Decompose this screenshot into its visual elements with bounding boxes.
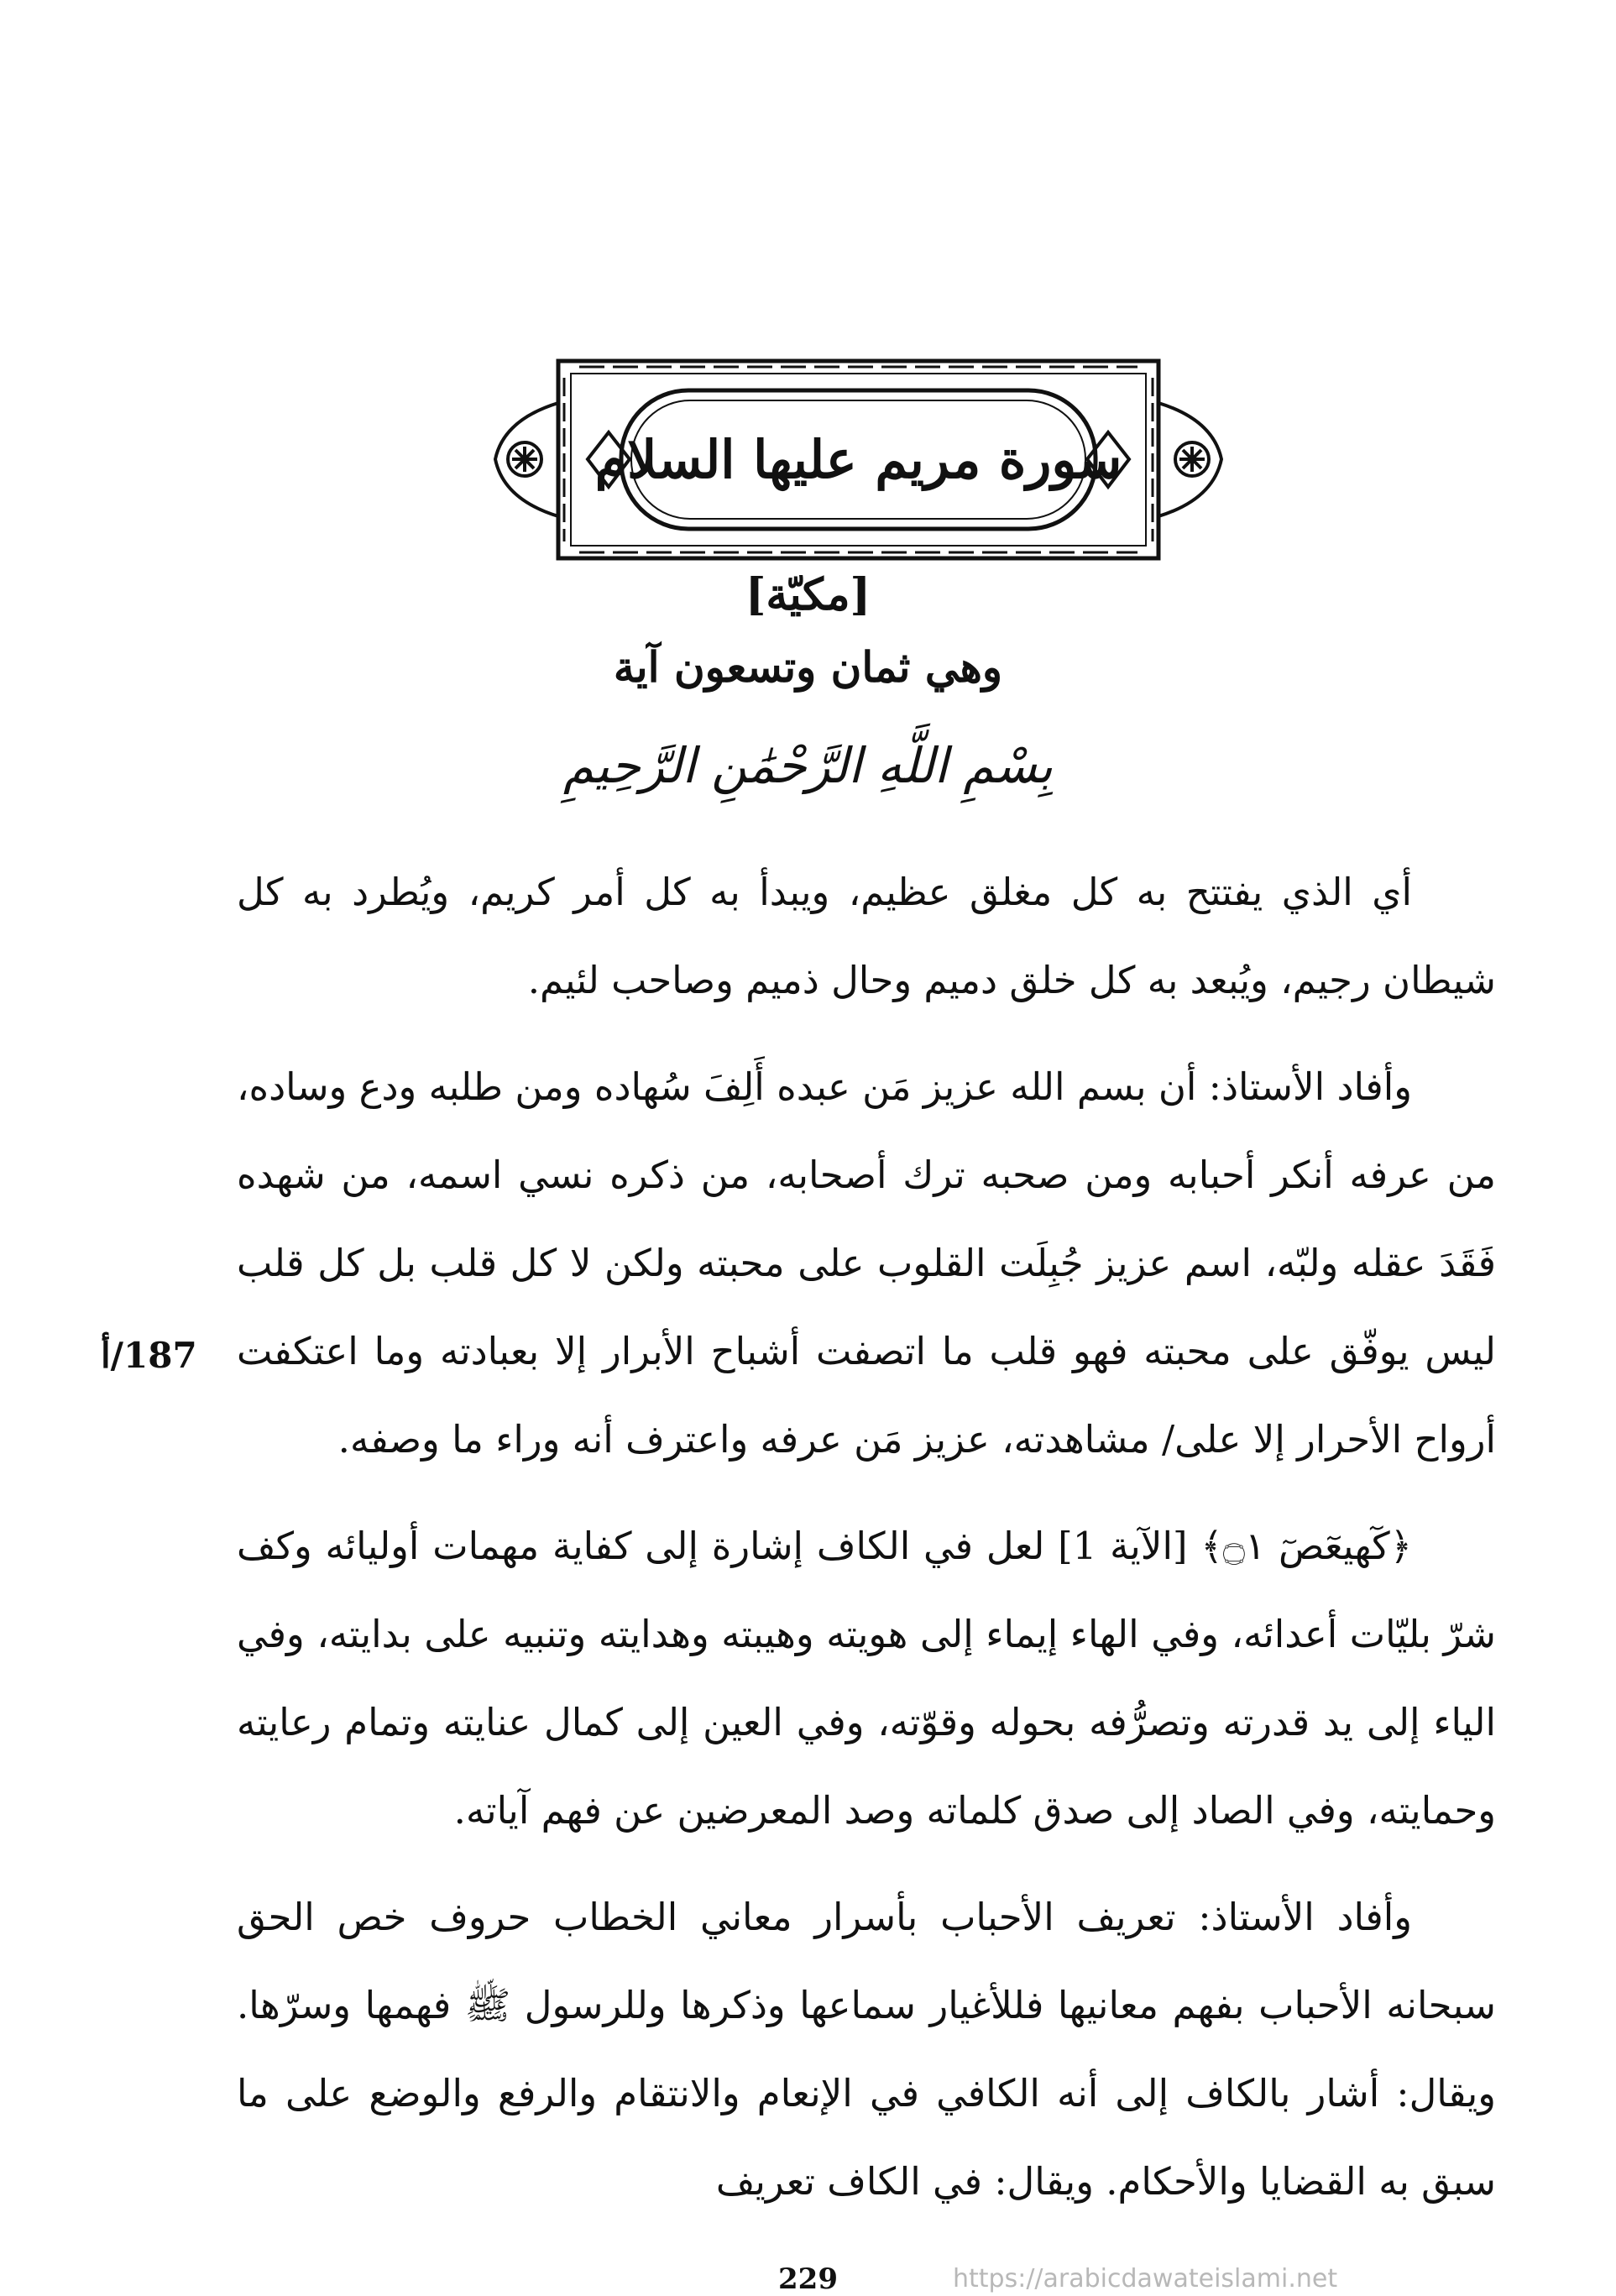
manuscript-folio-note: 187/أ — [101, 1335, 197, 1376]
page-number: 229 — [778, 2262, 838, 2296]
paragraph-3: ﴿كٓهيعٓصٓ ۝١﴾ [الآية 1] لعل في الكاف إشارة إلى كفاية مهمات أوليائه وكف شرّ بليّات أعدائه، وفي الهاء إيماء إلى هويته وهيبته وهدايته وتنبيه على بدايته، وفي الياء إلى يد قدرته وتصرُّفه بحوله وقوّته، وفي العين إلى كمال عنايته وتمام رعايته وحمايته، وفي الصاد إلى صدق كلماته وصد المعرضين عن فهم آياته. — [237, 1524, 1496, 1833]
body-text — [237, 848, 1496, 2244]
paragraph-1: أي الذي يفتتح به كل مغلق عظيم، ويبدأ به كل أمر كريم، ويُطرد به كل شيطان رجيم، ويُبعد به كل خلق دميم وحال ذميم وصاحب لئيم. — [237, 870, 1496, 1002]
basmala: بِسْمِ اللَّهِ الرَّحْمَٰنِ الرَّحِيمِ — [563, 737, 1053, 794]
paragraph-4: وأفاد الأستاذ: تعريف الأحباب بأسرار معاني الخطاب حروف خص الحق سبحانه الأحباب بفهم معانيها فللأغيار سماعها وذكرها وللرسول ﷺ فهمها وسرّها. ويقال: أشار بالكاف إلى أنه الكافي في الإنعام والانتقام والرفع والوضع على ما سبق به القضايا والأحكام. ويقال: في الكاف تعريف — [237, 1895, 1496, 2204]
surah-title-frame — [487, 353, 1230, 567]
surah-title: سورة مريم عليها السلام — [594, 429, 1122, 490]
makkiyya-label: [مكيّة] — [745, 569, 871, 620]
watermark: https://arabicdawateislami.net — [953, 2264, 1338, 2293]
verses-count: وهي ثمان وتسعون آية — [613, 642, 1003, 692]
paragraph-2: وأفاد الأستاذ: أن بسم الله عزيز مَن عبده أَلِفَ سُهاده ومن طلبه ودع وساده، من عرفه أنكر أحبابه ومن صحبه ترك أصحابه، من ذكره نسي اسمه، من شهده فَقَدَ عقله ولبّه، اسم عزيز جُبِلَت القلوب على محبته ولكن لا كل قلب بل كل قلب ليس يوفّق على محبته فهو قلب ما اتصفت أشباح الأبرار إلا بعبادته وما اعتكفت أرواح الأحرار إلا على/ مشاهدته، عزيز مَن عرفه واعترف أنه وراء ما وصفه. — [237, 1064, 1496, 1462]
